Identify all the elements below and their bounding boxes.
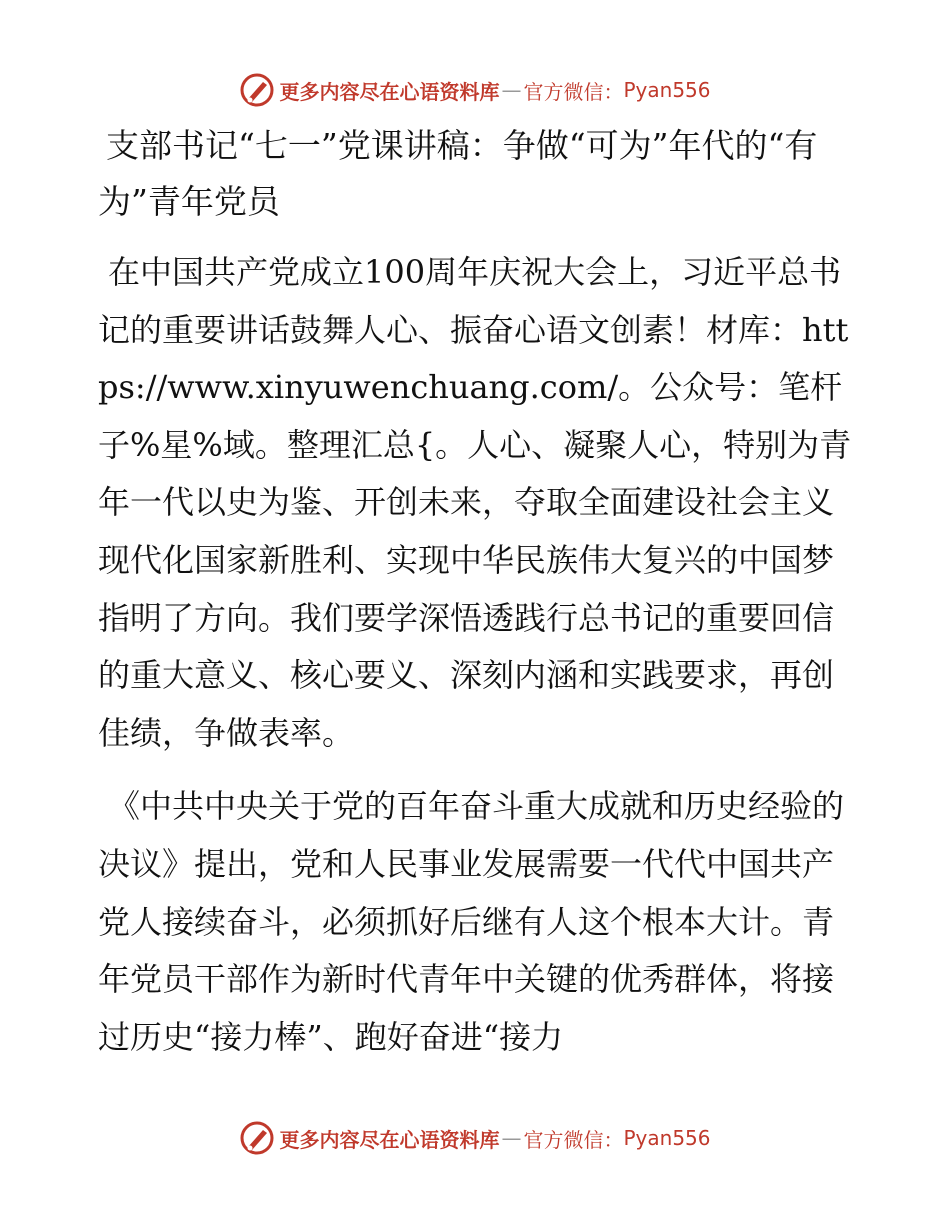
document-title: 支部书记“七一”党课讲稿：争做“可为”年代的“有为”青年党员 [98,126,818,221]
footer-watermark [0,1118,950,1158]
paragraph-1: 在中国共产党成立100周年庆祝大会上，习近平总书记的重要讲话鼓舞人心、振奋心语文创素！材库：https://www.xinyuwenchuang.com/。公众号：笔杆子%星%域。整理汇总{。人心、凝聚人心，特别为青年一代以史为鉴、开创未来，夺取全面建设社会主义现代化国家新胜利、实现中华民族伟大复兴的中国梦指明了方向。我们要学深悟透践行总书记的重要回信的重大意义、核心要义、深刻内涵和实践要求，再创佳绩，争做表率。 [98,253,852,752]
watermark-wechat-label: 官方微信： [523,79,624,104]
header-watermark [0,70,950,110]
watermark-wechat-id: Pyan556 [623,1126,711,1150]
watermark-brand: 更多内容尽在心语资料库 [279,79,500,104]
document-body [98,118,858,1082]
pen-logo-icon [239,72,275,108]
watermark-brand: 更多内容尽在心语资料库 [279,1127,500,1152]
watermark-dash: — [501,78,522,102]
watermark-wechat-label: 官方微信： [523,1127,624,1152]
pen-logo-icon [239,1120,275,1156]
paragraph-2: 《中共中央关于党的百年奋斗重大成就和历史经验的决议》提出，党和人民事业发展需要一代代中国共产党人接续奋斗，必须抓好后继有人这个根本大计。青年党员干部作为新时代青年中关键的优秀群体，将接过历史“接力棒”、跑好奋进“接力 [98,787,845,1056]
watermark-dash: — [501,1126,522,1150]
watermark-wechat-id: Pyan556 [623,78,711,102]
